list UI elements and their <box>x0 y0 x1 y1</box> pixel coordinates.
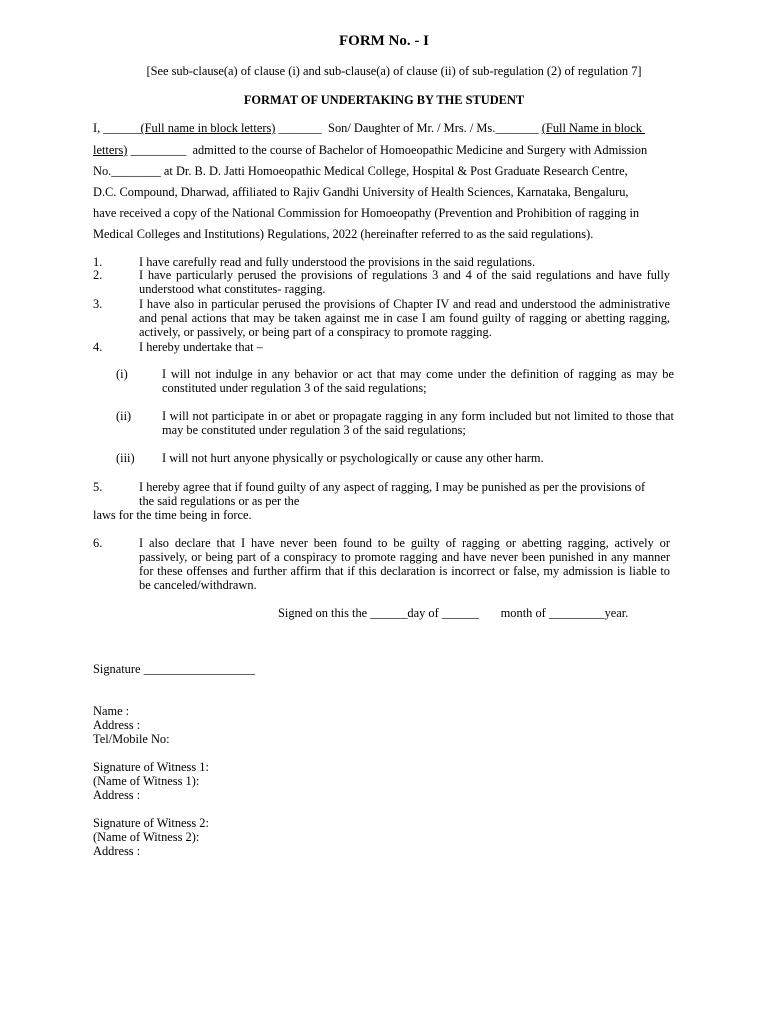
item-number: 1. <box>93 255 103 269</box>
intro-line-6: Medical Colleges and Institutions) Regulations, 2022 (hereinafter referred to as the said regulations). <box>93 227 594 241</box>
intro-line-3: No.________ at Dr. B. D. Jatti Homoeopathic Medical College, Hospital & Post Graduate Research Centre, <box>93 164 628 178</box>
form-reference: [See sub-clause(a) of clause (i) and sub-clause(a) of clause (ii) of sub-regulation (2) of regulation 7] <box>146 64 642 78</box>
witness-1-name-label: (Name of Witness 1): <box>93 774 200 788</box>
item-text: I hereby agree that if found guilty of any aspect of ragging, I may be punished as per the provisions of <box>139 480 646 494</box>
item-text: the said regulations or as per the <box>139 494 300 508</box>
blank-hint: letters) <box>93 143 128 157</box>
subitem-number: (i) <box>116 367 128 381</box>
item-number: 4. <box>93 340 103 354</box>
intro-text: _______ Son/ Daughter of Mr. / Mrs. / Ms._______ <box>275 121 542 135</box>
subitem-text: I will not participate in or abet or propagate ragging in any form included but not limited to those that may be constituted under regulation 3 of the said regulations; <box>162 409 674 437</box>
witness-2-name-label: (Name of Witness 2): <box>93 830 200 844</box>
intro-line-1 <box>93 121 683 135</box>
witness-2-address-label: Address : <box>93 844 141 858</box>
intro-line-4: D.C. Compound, Dharwad, affiliated to Rajiv Gandhi University of Health Sciences, Karnataka, Bengaluru, <box>93 185 629 199</box>
item-number: 2. <box>93 268 103 282</box>
subitem-number: (iii) <box>116 451 135 465</box>
item-number: 5. <box>93 480 103 494</box>
form-heading: FORMAT OF UNDERTAKING BY THE STUDENT <box>243 93 525 107</box>
signed-date-line: Signed on this the ______day of ______ month of _________year. <box>278 606 629 620</box>
item-text: I have carefully read and fully understood the provisions in the said regulations. <box>139 255 536 269</box>
intro-line-2 <box>93 143 683 157</box>
item-number: 6. <box>93 536 103 550</box>
item-text: I have also in particular perused the provisions of Chapter IV and read and understood the administrative and penal actions that may be taken against me in case I am found guilty of ragging or abetting ragging, actively, or passively, or being part of a conspiracy to promote ragging. <box>139 297 670 339</box>
blank-hint: (Full name in block letters) <box>140 121 276 135</box>
subitem-text: I will not indulge in any behavior or act that may come under the definition of ragging as may be constituted under regulation 3 of the said regulations; <box>162 367 674 395</box>
blank-hint: (Full Name in block <box>541 121 646 135</box>
subitem-text: I will not hurt anyone physically or psychologically or cause any other harm. <box>162 451 544 465</box>
name-label: Name : <box>93 704 130 718</box>
tel-label: Tel/Mobile No: <box>93 732 170 746</box>
form-title: FORM No. - I <box>339 33 429 49</box>
item-text: I also declare that I have never been found to be guilty of ragging or abetting ragging, actively or passively, or being part of a conspiracy to promote ragging and have never been punished in any manner for these offenses and further affirm that if this declaration is incorrect or false, my admission is liable to be canceled/withdrawn. <box>139 536 670 592</box>
item-text: I have particularly perused the provisions of regulations 3 and 4 of the said regulations and have fully understood what constitutes- ragging. <box>139 268 670 296</box>
address-label: Address : <box>93 718 141 732</box>
witness-1-signature-label: Signature of Witness 1: <box>93 760 209 774</box>
intro-line-5: have received a copy of the National Commission for Homoeopathy (Prevention and Prohibition of ragging in <box>93 206 640 220</box>
witness-1-address-label: Address : <box>93 788 141 802</box>
item-text: laws for the time being in force. <box>93 508 252 522</box>
item-number: 3. <box>93 297 103 311</box>
intro-text: I, ______ <box>93 121 141 135</box>
item-text: I hereby undertake that – <box>139 340 263 354</box>
subitem-number: (ii) <box>116 409 132 423</box>
signature-line: Signature __________________ <box>93 662 256 676</box>
witness-2-signature-label: Signature of Witness 2: <box>93 816 209 830</box>
intro-text: _________ admitted to the course of Bachelor of Homoeopathic Medicine and Surgery with Admission <box>127 143 648 157</box>
